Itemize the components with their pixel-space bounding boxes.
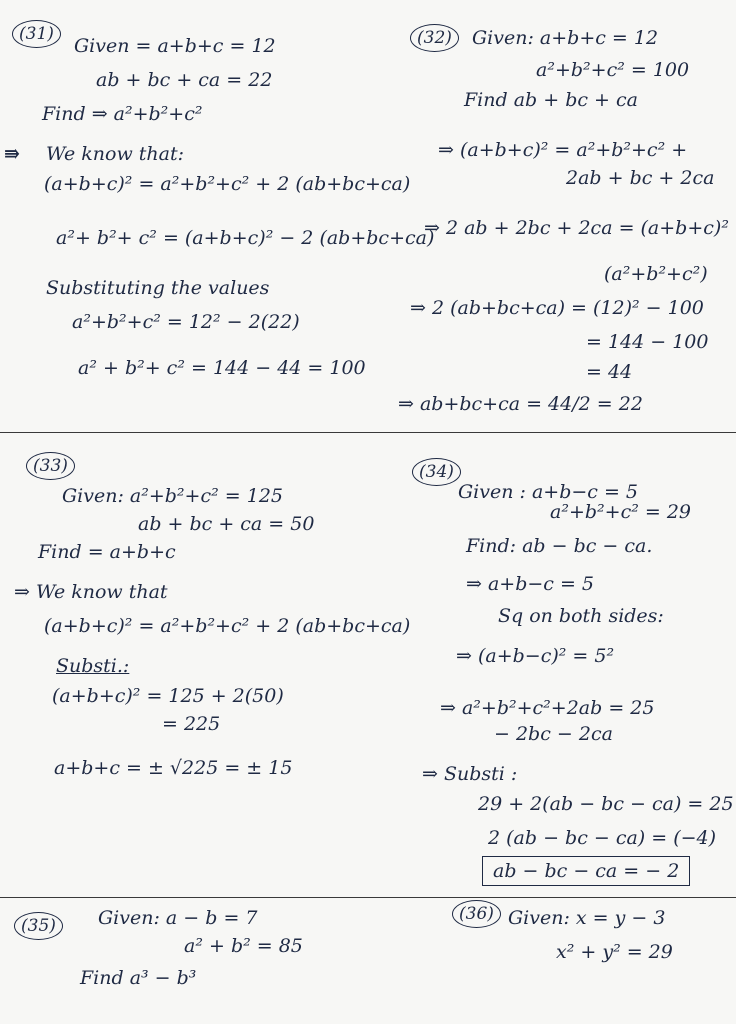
expansion-line: ⇒ a²+b²+c²+2ab = 25: [440, 697, 655, 719]
given-line: Given: x = y − 3: [508, 907, 666, 929]
substitution-line: ⇒ 2 (ab+bc+ca) = (12)² − 100: [410, 297, 704, 319]
step-line: Substi.:: [56, 655, 130, 677]
step-line: Substituting the values: [46, 277, 270, 299]
step-line: ⇒ We know that: [14, 581, 168, 603]
rearranged-line-cont: (a²+b²+c²): [604, 263, 708, 285]
substitution-line: a²+b²+c² = 12² − 2(22): [72, 311, 300, 333]
identity-line: (a+b+c)² = a²+b²+c² + 2 (ab+bc+ca): [44, 615, 411, 637]
answer-line: ⇒ ab+bc+ca = 44/2 = 22: [398, 393, 643, 415]
given-line: Given: a+b+c = 12: [472, 27, 659, 49]
section-divider: [0, 432, 736, 433]
step-line: ⇒ (a+b−c)² = 5²: [456, 645, 615, 667]
question-number: (34): [412, 458, 461, 486]
expansion-line-cont: − 2bc − 2ca: [494, 723, 613, 745]
step-line: ⇒ Substi :: [422, 763, 518, 785]
question-number: (31): [12, 20, 61, 48]
question-number: (35): [14, 912, 63, 940]
substitution-line: (a+b+c)² = 125 + 2(50): [52, 685, 284, 707]
given-line: x² + y² = 29: [556, 941, 673, 963]
calc-line: = 144 − 100: [586, 331, 709, 353]
section-divider: [0, 897, 736, 898]
given-line: ab + bc + ca = 50: [138, 513, 315, 535]
answer-line: a+b+c = ± √225 = ± 15: [54, 757, 293, 779]
answer-line: a² + b²+ c² = 144 − 44 = 100: [78, 357, 366, 379]
find-line: Find ab + bc + ca: [464, 89, 638, 111]
calc-line: 2 (ab − bc − ca) = (−4): [488, 827, 717, 849]
given-line: Given : a+b−c = 5: [458, 481, 639, 503]
given-line: Given: a²+b²+c² = 125: [62, 485, 283, 507]
given-line: a² + b² = 85: [184, 935, 303, 957]
step-line: Sq on both sides:: [498, 605, 664, 627]
identity-line-cont: 2ab + bc + 2ca: [566, 167, 715, 189]
boxed-answer: ab − bc − ca = − 2: [482, 856, 690, 886]
find-line: Find = a+b+c: [38, 541, 176, 563]
find-line: Find: ab − bc − ca.: [466, 535, 653, 557]
identity-line: (a+b+c)² = a²+b²+c² + 2 (ab+bc+ca): [44, 173, 411, 195]
calc-line: = 225: [162, 713, 221, 735]
given-line: ab + bc + ca = 22: [96, 69, 273, 91]
given-line: a²+b²+c² = 100: [536, 59, 690, 81]
rearranged-line: a²+ b²+ c² = (a+b+c)² − 2 (ab+bc+ca): [56, 227, 435, 249]
given-line: Given: a − b = 7: [98, 907, 258, 929]
step-line: We know that:: [46, 143, 184, 165]
find-line: Find a³ − b³: [80, 967, 197, 989]
identity-line: ⇒ (a+b+c)² = a²+b²+c² +: [438, 139, 688, 161]
given-line: a²+b²+c² = 29: [550, 501, 691, 523]
step-line: ⇒ a+b−c = 5: [466, 573, 595, 595]
question-number: (32): [410, 24, 459, 52]
rearranged-line: ⇒ 2 ab + 2bc + 2ca = (a+b+c)²: [424, 217, 729, 239]
question-number: (36): [452, 900, 501, 928]
given-line: Given = a+b+c = 12: [74, 35, 276, 57]
arrow-icon: ⇛: [4, 143, 20, 165]
calc-line: = 44: [586, 361, 633, 383]
question-number: (33): [26, 452, 75, 480]
find-line: Find ⇒ a²+b²+c²: [42, 103, 203, 125]
substitution-line: 29 + 2(ab − bc − ca) = 25: [478, 793, 734, 815]
